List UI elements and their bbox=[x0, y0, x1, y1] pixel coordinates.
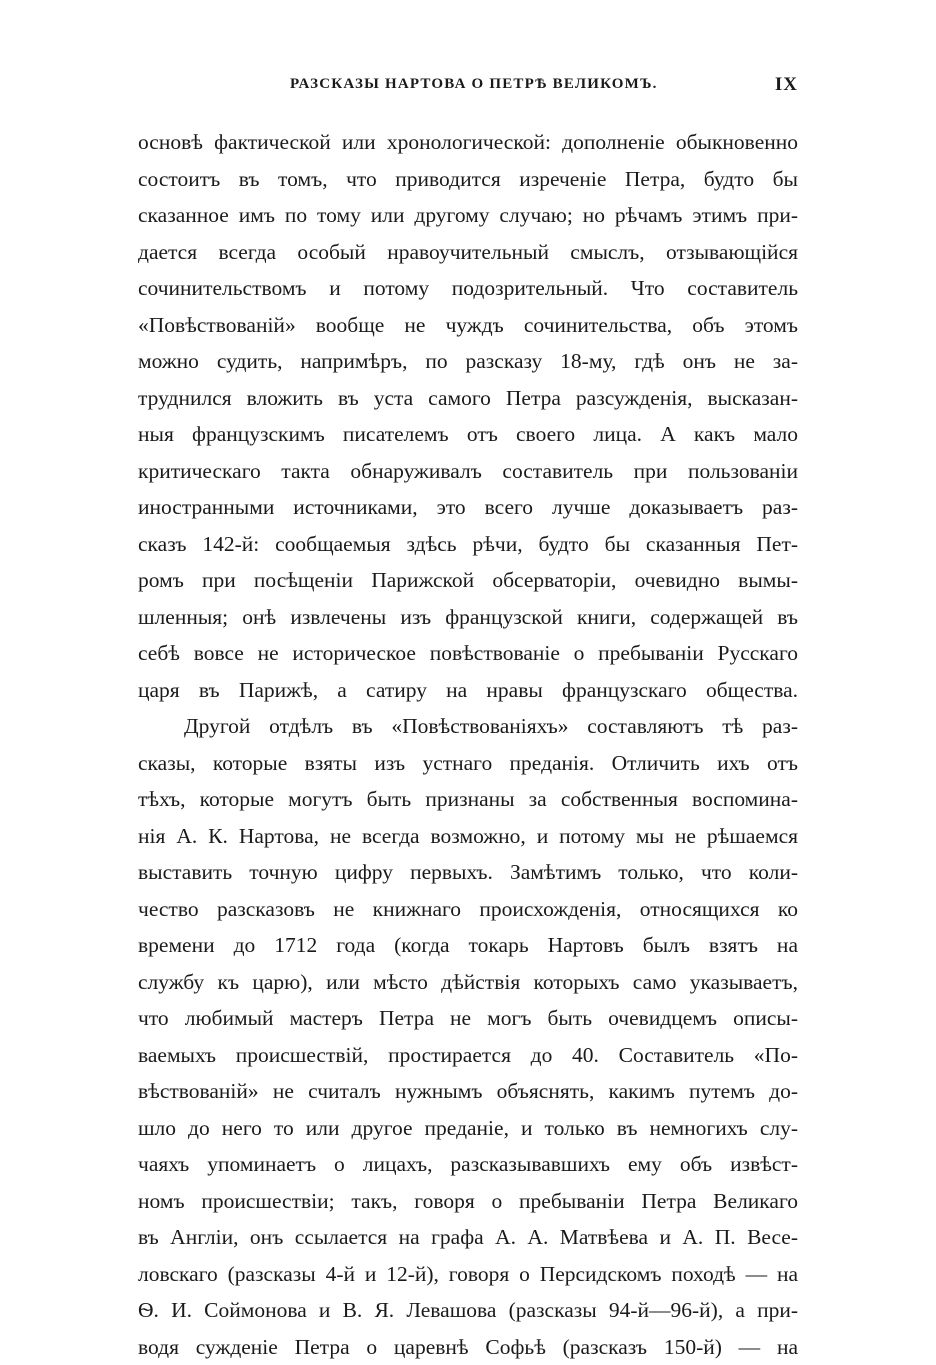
paragraph bbox=[138, 708, 798, 1365]
text-line: царя въ Парижѣ, а сатиру на нравы французскаго общества. bbox=[138, 672, 798, 709]
text-line: критическаго такта обнаруживалъ составитель при пользованіи bbox=[138, 453, 798, 490]
text-line: ромъ при посѣщеніи Парижской обсерваторіи, очевидно вымы- bbox=[138, 562, 798, 599]
text-line: номъ происшествіи; такъ, говоря о пребываніи Петра Великаго bbox=[138, 1183, 798, 1220]
text-line: нія А. К. Нартова, не всегда возможно, и потому мы не рѣшаемся bbox=[138, 818, 798, 855]
text-line: ваемыхъ происшествій, простирается до 40. Составитель «По- bbox=[138, 1037, 798, 1074]
running-title: РАЗСКАЗЫ НАРТОВА О ПЕТРѢ ВЕЛИКОМЪ. bbox=[290, 76, 658, 93]
text-line: времени до 1712 года (когда токарь Нартовъ былъ взятъ на bbox=[138, 927, 798, 964]
text-line: что любимый мастеръ Петра не могъ быть очевидцемъ описы- bbox=[138, 1000, 798, 1037]
text-line: сказанное имъ по тому или другому случаю; но рѣчамъ этимъ при- bbox=[138, 197, 798, 234]
text-line: ловскаго (разсказы 4-й и 12-й), говоря о Персидскомъ походѣ — на bbox=[138, 1256, 798, 1293]
text-line: вѣствованій» не считалъ нужнымъ объяснять, какимъ путемъ до- bbox=[138, 1073, 798, 1110]
text-line: водя сужденіе Петра о царевнѣ Софьѣ (разсказъ 150-й) — на bbox=[138, 1329, 798, 1365]
body-text bbox=[138, 124, 798, 1365]
text-line: Ѳ. И. Соймонова и В. Я. Левашова (разсказы 94-й—96-й), а при- bbox=[138, 1292, 798, 1329]
text-line: Другой отдѣлъ въ «Повѣствованіяхъ» составляютъ тѣ раз- bbox=[138, 708, 798, 745]
paragraphs-container bbox=[138, 124, 798, 1365]
text-line: состоитъ въ томъ, что приводится изреченіе Петра, будто бы bbox=[138, 161, 798, 198]
text-line: сочинительствомъ и потому подозрительный. Что составитель bbox=[138, 270, 798, 307]
text-line: службу къ царю), или мѣсто дѣйствія которыхъ само указываетъ, bbox=[138, 964, 798, 1001]
text-line: «Повѣствованій» вообще не чуждъ сочинительства, объ этомъ bbox=[138, 307, 798, 344]
text-line: шло до него то или другое преданіе, и только въ немногихъ слу- bbox=[138, 1110, 798, 1147]
text-line: тѣхъ, которые могутъ быть признаны за собственныя воспомина- bbox=[138, 781, 798, 818]
text-line: труднился вложить въ уста самого Петра разсужденія, высказан- bbox=[138, 380, 798, 417]
text-line: дается всегда особый нравоучительный смыслъ, отзывающійся bbox=[138, 234, 798, 271]
running-header bbox=[138, 76, 798, 102]
text-line: шленныя; онѣ извлечены изъ французской книги, содержащей въ bbox=[138, 599, 798, 636]
text-line: иностранными источниками, это всего лучше доказываетъ раз- bbox=[138, 489, 798, 526]
text-line: основѣ фактической или хронологической: дополненіе обыкновенно bbox=[138, 124, 798, 161]
text-line: чаяхъ упоминаетъ о лицахъ, разсказывавшихъ ему объ извѣст- bbox=[138, 1146, 798, 1183]
text-line: выставить точную цифру первыхъ. Замѣтимъ только, что коли- bbox=[138, 854, 798, 891]
paragraph bbox=[138, 124, 798, 708]
text-line: ныя французскимъ писателемъ отъ своего лица. А какъ мало bbox=[138, 416, 798, 453]
text-line: можно судить, напримѣръ, по разсказу 18-му, гдѣ онъ не за- bbox=[138, 343, 798, 380]
page-number: IX bbox=[775, 74, 798, 96]
text-line: сказы, которые взяты изъ устнаго преданія. Отличить ихъ отъ bbox=[138, 745, 798, 782]
text-line: себѣ вовсе не историческое повѣствованіе о пребываніи Русскаго bbox=[138, 635, 798, 672]
text-line: въ Англіи, онъ ссылается на графа А. А. Матвѣева и А. П. Весе- bbox=[138, 1219, 798, 1256]
text-line: сказъ 142-й: сообщаемыя здѣсь рѣчи, будто бы сказанныя Пет- bbox=[138, 526, 798, 563]
text-line: чество разсказовъ не книжнаго происхожденія, относящихся ко bbox=[138, 891, 798, 928]
